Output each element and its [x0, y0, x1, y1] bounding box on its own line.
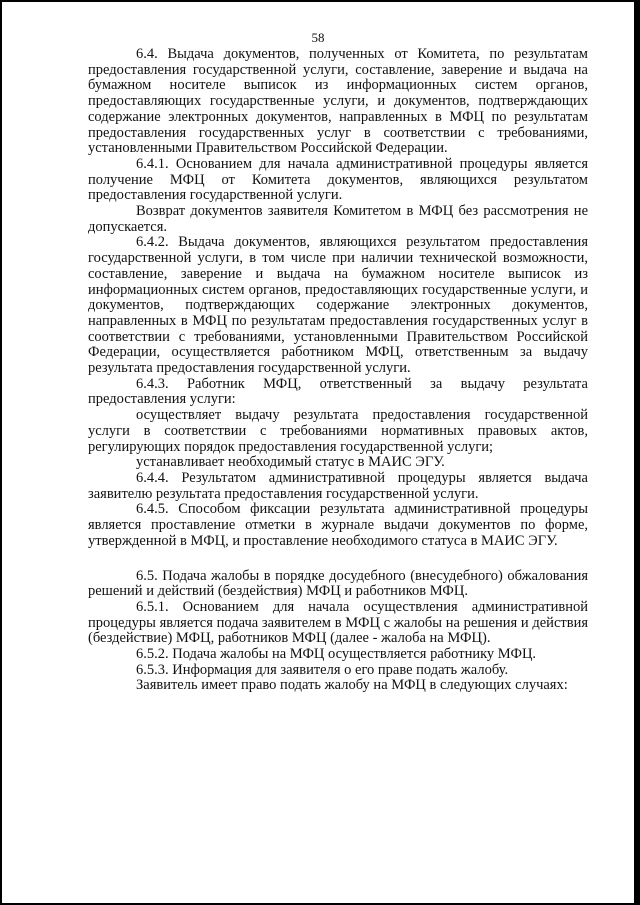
paragraph: 6.4.1. Основанием для начала административной процедуры является получение МФЦ от Комитета документов, являющихся результатом предоставления государственной услуги.: [88, 155, 588, 204]
document-body: [88, 47, 588, 694]
section-heading: 6.5. Подача жалобы в порядке досудебного (внесудебного) обжалования решений и действий (бездействия) МФЦ и работников МФЦ.: [88, 567, 588, 600]
paragraph: устанавливает необходимый статус в МАИС ЭГУ.: [136, 454, 445, 471]
paragraph: 6.4.4. Результатом административной процедуры является выдача заявителю результата предоставления государственной услуги.: [88, 469, 588, 502]
paragraph: осуществляет выдачу результата предоставления государственной услуги в соответствии с требованиями нормативных правовых актов, регулирующих порядок предоставления государственной услуги;: [88, 407, 588, 455]
paragraph: 6.4. Выдача документов, полученных от Комитета, по результатам предоставления государственной услуги, составление, заверение и выдача на бумажном носителе выписок из информационных систем органов, предоставляющих государственные услуги, и документов, подтверждающих содержание электронных документов, направленных в МФЦ по результатам предоставления государственных услуг в соответствии с требованиями, установленными Правительством Российской Федерации.: [88, 46, 588, 157]
paragraph: 6.4.2. Выдача документов, являющихся результатом предоставления государственной услуги, в том числе при наличии технической возможности, составление, заверение и выдача на бумажном носителе выписок из информационных систем органов, предоставляющих государственные услуги, и документов, подтверждающих содержание электронных документов, направленных в МФЦ по результатам предоставления государственных услуг в соответствии с требованиями, установленными Правительством Российской Федерации, осуществляется работником МФЦ, ответственным за выдачу результата предоставления государственной услуги.: [88, 234, 588, 377]
paragraph: 6.5.3. Информация для заявителя о его праве подать жалобу.: [136, 661, 509, 678]
paragraph: 6.5.2. Подача жалобы на МФЦ осуществляется работнику МФЦ.: [136, 646, 537, 663]
document-page: [2, 2, 634, 903]
paragraph: 6.4.5. Способом фиксации результата административной процедуры является проставление отметки в журнале выдачи документов по форме, утвержденной в МФЦ, и проставление необходимого статуса в МАИС ЭГУ.: [88, 501, 588, 549]
paragraph: 6.4.3. Работник МФЦ, ответственный за выдачу результата предоставления услуги:: [88, 375, 588, 408]
page-number: 58: [311, 30, 325, 45]
paragraph: 6.5.1. Основанием для начала осуществления административной процедуры является подача заявителем в МФЦ с жалобы на решения и действия (бездействие) МФЦ, работников МФЦ (далее - жалоба на МФЦ).: [88, 598, 588, 647]
paragraph: Возврат документов заявителя Комитетом в МФЦ без рассмотрения не допускается.: [88, 203, 588, 235]
paragraph: Заявитель имеет право подать жалобу на МФЦ в следующих случаях:: [136, 677, 568, 694]
